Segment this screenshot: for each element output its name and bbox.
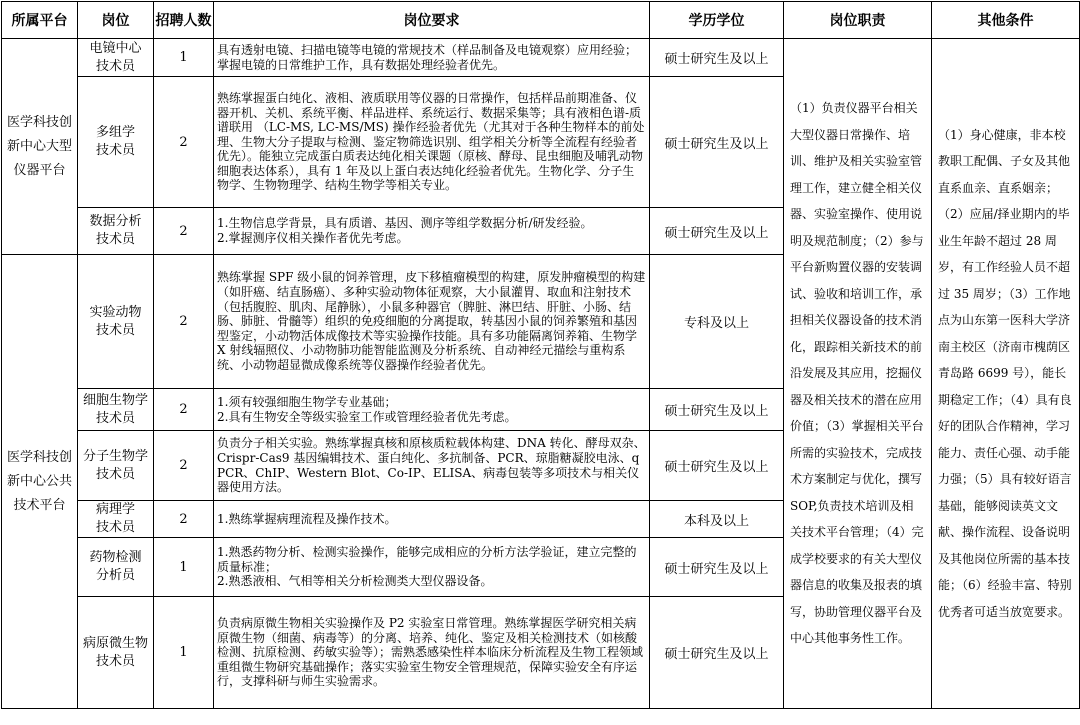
education-cell: 硕士研究生及以上 xyxy=(650,389,784,431)
platform-line: 技术平台 xyxy=(13,497,66,513)
position-line: 多组学 xyxy=(95,125,135,140)
platform-cell xyxy=(2,255,78,709)
header-row xyxy=(2,2,1080,39)
position-cell xyxy=(78,77,154,208)
platform-line: 新中心大型 xyxy=(6,138,72,154)
requirement-cell: 具有透射电镜、扫描电镜等电镜的常规技术（样品制备及电镜观察）应用经验；掌握电镜的日常维护工作，具有数据处理经验者优先。 xyxy=(214,39,650,77)
header-requirement: 岗位要求 xyxy=(214,2,650,39)
requirement-cell xyxy=(214,538,650,597)
other-conditions-cell: （1）身心健康，非本校教职工配偶、子女及其他直系血亲、直系姻亲；（2）应届/择业期内的毕业生年龄不超过 28 周岁，有工作经验人员不超过 35 周岁；（3）工作地点为山东第一医科大学济南主校区（济南市槐荫区青岛路 6699 号），能长期稳定工作；（4）具有良好的团队合作精神，学习能力、责任心强、动手能力强；（5）具有较好语言基础，能够阅读英文文献、操作流程、设备说明及其他岗位所需的基本技能；（6）经验丰富、特别优秀者可适当放宽要求。 xyxy=(932,39,1080,709)
position-line: 药物检测 xyxy=(89,550,142,565)
position-cell xyxy=(78,597,154,709)
position-cell xyxy=(78,208,154,255)
position-line: 电镜中心 xyxy=(89,40,142,56)
education-cell: 硕士研究生及以上 xyxy=(650,39,784,77)
header-duties: 岗位职责 xyxy=(784,2,932,39)
requirement-cell xyxy=(214,389,650,431)
count-cell: 2 xyxy=(154,501,214,538)
requirement-cell: 熟练掌握蛋白纯化、液相、液质联用等仪器的日常操作，包括样品前期准备、仪器开机、关机、系统平衡、样品进样、系统运行、数据采集等；具有液相色谱-质谱联用 （LC-MS, LC-MS/MS) 操作经验者优先（尤其对于各种生物样本的前处理、生物大分子提取与检测、鉴定物筛选识别、组学相关分析等全流程有经验者优先）。能独立完成蛋白质表达纯化相关课题（原核、酵母、昆虫细胞及哺乳动物细胞表达体系），具有 1 年及以上蛋白表达纯化经验者优先。生物化学、分子生物学、生物物理学、结构生物学等相关专业。 xyxy=(214,77,650,208)
count-cell: 1 xyxy=(154,597,214,709)
position-cell xyxy=(78,501,154,538)
position-cell xyxy=(78,389,154,431)
position-line: 技术员 xyxy=(95,466,135,482)
requirement-line: 2.具有生物安全等级实验室工作或管理经验者优先考虑。 xyxy=(217,409,517,424)
education-cell: 硕士研究生及以上 xyxy=(650,77,784,208)
count-cell: 2 xyxy=(154,431,214,501)
position-line: 技术员 xyxy=(95,143,135,158)
position-line: 数据分析 xyxy=(89,214,142,229)
requirement-line: 1.须有较强细胞生物学专业基础； xyxy=(217,394,397,409)
position-cell xyxy=(78,255,154,389)
requirement-cell: 负责病原微生物相关实验操作及 P2 实验室日常管理。熟练掌握医学研究相关病原微生物（细菌、病毒等）的分离、培养、纯化、鉴定及相关检测技术（如核酸检测、抗原检测、药敏实验等）；需熟悉感染性样本临床分析流程及生物工程领域重组微生物研究基础操作；落实实验室生物安全管理规范，保障实验安全有序运行，支撑科研与师生实验需求。 xyxy=(214,597,650,709)
requirement-line: 1.熟练掌握病理流程及操作技术。 xyxy=(217,511,397,526)
requirement-cell: 熟练掌握 SPF 级小鼠的饲养管理，皮下移植瘤模型的构建，原发肿瘤模型的构建（如肝癌、结直肠癌）、多种实验动物体征观察，大小鼠灌胃、取血和注射技术（包括腹腔、肌肉、尾静脉），小鼠多种器官（脾脏、淋巴结、肝脏、小肠、结肠、肺脏、骨髓等）组织的免疫细胞的分离提取，转基因小鼠的饲养繁殖和基因型鉴定，小动物活体成像技术等实验操作技能。具有多功能隔离饲养箱、生物学 X 射线辐照仪、小动物肺功能智能监测及分析系统、自动神经元描绘与重构系统、小动物超显微成像系统等仪器操作经验者优先。 xyxy=(214,255,650,389)
recruitment-table xyxy=(1,1,1080,709)
education-cell: 专科及以上 xyxy=(650,255,784,389)
count-cell: 2 xyxy=(154,208,214,255)
header-platform: 所属平台 xyxy=(2,2,78,39)
education-cell: 本科及以上 xyxy=(650,501,784,538)
requirement-line: 1.生物信息学背景，具有质谱、基因、测序等组学数据分析/研发经验。 xyxy=(217,216,593,231)
count-cell: 1 xyxy=(154,39,214,77)
education-cell: 硕士研究生及以上 xyxy=(650,431,784,501)
header-education: 学历学位 xyxy=(650,2,784,39)
platform-cell xyxy=(2,39,78,255)
requirement-cell: 负责分子相关实验。熟练掌握真核和原核质粒载体构建、DNA 转化、酵母双杂、Crispr-Cas9 基因编辑技术、蛋白纯化、多抗制备、PCR、琼脂糖凝胶电泳、qPCR、ChIP、Western Blot、Co-IP、ELISA、病毒包装等多项技术与相关仪器使用方法。 xyxy=(214,431,650,501)
platform-line: 医学科技创 xyxy=(6,449,72,465)
header-position: 岗位 xyxy=(78,2,154,39)
position-cell xyxy=(78,431,154,501)
education-cell: 硕士研究生及以上 xyxy=(650,208,784,255)
education-cell: 硕士研究生及以上 xyxy=(650,538,784,597)
position-line: 技术员 xyxy=(95,653,135,669)
requirement-line: 2.掌握测序仪相关操作者优先考虑。 xyxy=(217,231,409,245)
count-cell: 2 xyxy=(154,255,214,389)
position-line: 分析员 xyxy=(95,568,135,583)
position-line: 技术员 xyxy=(95,232,135,247)
platform-line: 仪器平台 xyxy=(13,162,66,178)
platform-line: 医学科技创 xyxy=(6,114,72,130)
requirement-line: 2.熟悉液相、气相等相关分析检测类大型仪器设备。 xyxy=(217,574,493,589)
platform-line: 新中心公共 xyxy=(6,473,72,489)
count-cell: 1 xyxy=(154,538,214,597)
position-cell xyxy=(78,39,154,77)
position-line: 实验动物 xyxy=(89,304,142,320)
position-line: 病原微生物 xyxy=(82,635,148,651)
requirement-cell xyxy=(214,208,650,255)
position-line: 技术员 xyxy=(95,520,135,535)
position-cell xyxy=(78,538,154,597)
position-line: 病理学 xyxy=(95,502,135,517)
position-line: 技术员 xyxy=(95,410,135,426)
count-cell: 2 xyxy=(154,389,214,431)
duties-cell: （1）负责仪器平台相关大型仪器日常操作、培训、维护及相关实验室管理工作，建立健全相关仪器、实验室操作、使用说明及规范制度；（2）参与平台新购置仪器的安装调试、验收和培训工作，承担相关仪器设备的技术消化，跟踪相关新技术的前沿发展及其应用，挖掘仪器及相关技术的潜在应用价值；（3）掌握相关平台所需的实验技术，完成技术方案制定与优化，撰写SOP,负责技术培训及相关技术平台管理；（4）完成学校要求的有关大型仪器信息的收集及报表的填写，协助管理仪器平台及中心其他事务性工作。 xyxy=(784,39,932,709)
header-other: 其他条件 xyxy=(932,2,1080,39)
position-line: 细胞生物学 xyxy=(82,392,148,408)
education-cell: 硕士研究生及以上 xyxy=(650,597,784,709)
position-line: 分子生物学 xyxy=(82,448,148,464)
table-row xyxy=(2,39,1080,77)
requirement-line: 1.熟悉药物分析、检测实验操作，能够完成相应的分析方法学验证，建立完整的质量标准； xyxy=(217,545,637,574)
count-cell: 2 xyxy=(154,77,214,208)
requirement-cell xyxy=(214,501,650,538)
position-line: 技术员 xyxy=(95,322,135,338)
position-line: 技术员 xyxy=(95,58,135,74)
header-count: 招聘人数 xyxy=(154,2,214,39)
